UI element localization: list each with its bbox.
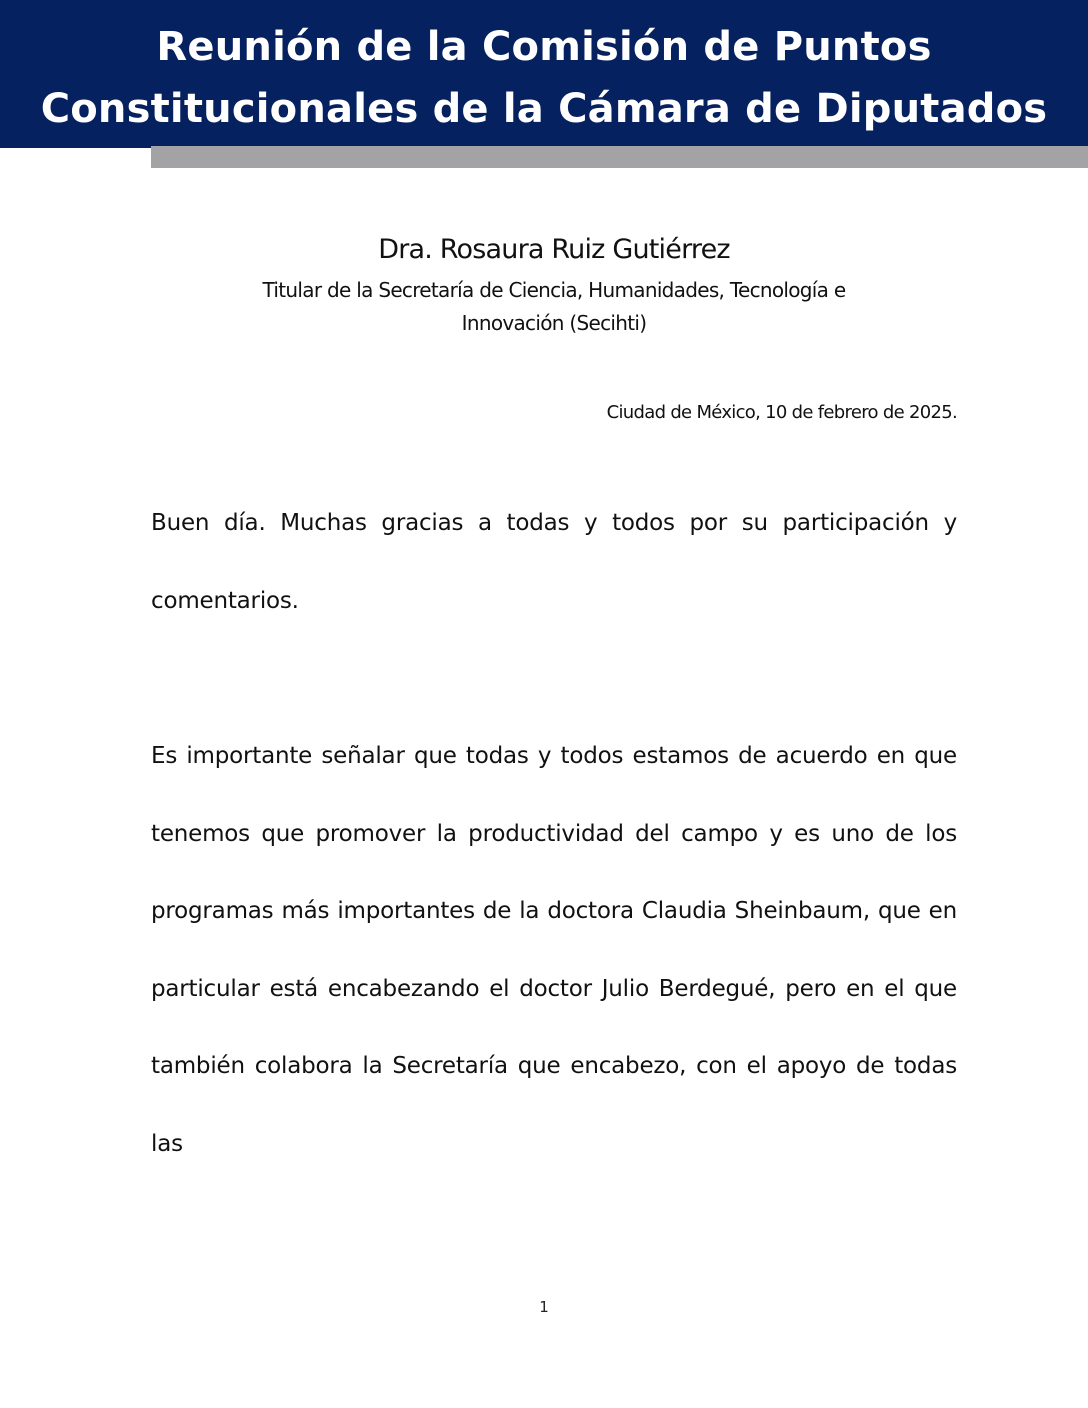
dateline: Ciudad de México, 10 de febrero de 2025. [606,402,957,423]
header-banner [0,0,1088,148]
body-paragraph-2: Es importante señalar que todas y todos estamos de acuerdo en que tenemos que promover la productividad del campo y es uno de los programas más importantes de la doctora Claudia Sheinbaum, que en particular está encabezando el doctor Julio Berdegué, pero en el que también colabora la Secretaría que encabezo, con el apoyo de todas las [151,743,957,1157]
body-paragraph-1: Buen día. Muchas gracias a todas y todos por su participación y comentarios. [151,510,957,614]
header-accent-bar [151,146,1088,168]
banner-title-line-1: Reunión de la Comisión de Puntos [156,24,932,70]
speaker-role-line-2: Innovación (Secihti) [461,311,647,335]
speaker-role [151,274,957,340]
banner-title-line-2: Constitucionales de la Cámara de Diputados [40,86,1048,132]
page-number: 1 [539,1298,549,1316]
speaker-name: Dra. Rosaura Ruiz Gutiérrez [378,234,730,265]
speaker-role-line-1: Titular de la Secretaría de Ciencia, Humanidades, Tecnología e [262,278,846,302]
